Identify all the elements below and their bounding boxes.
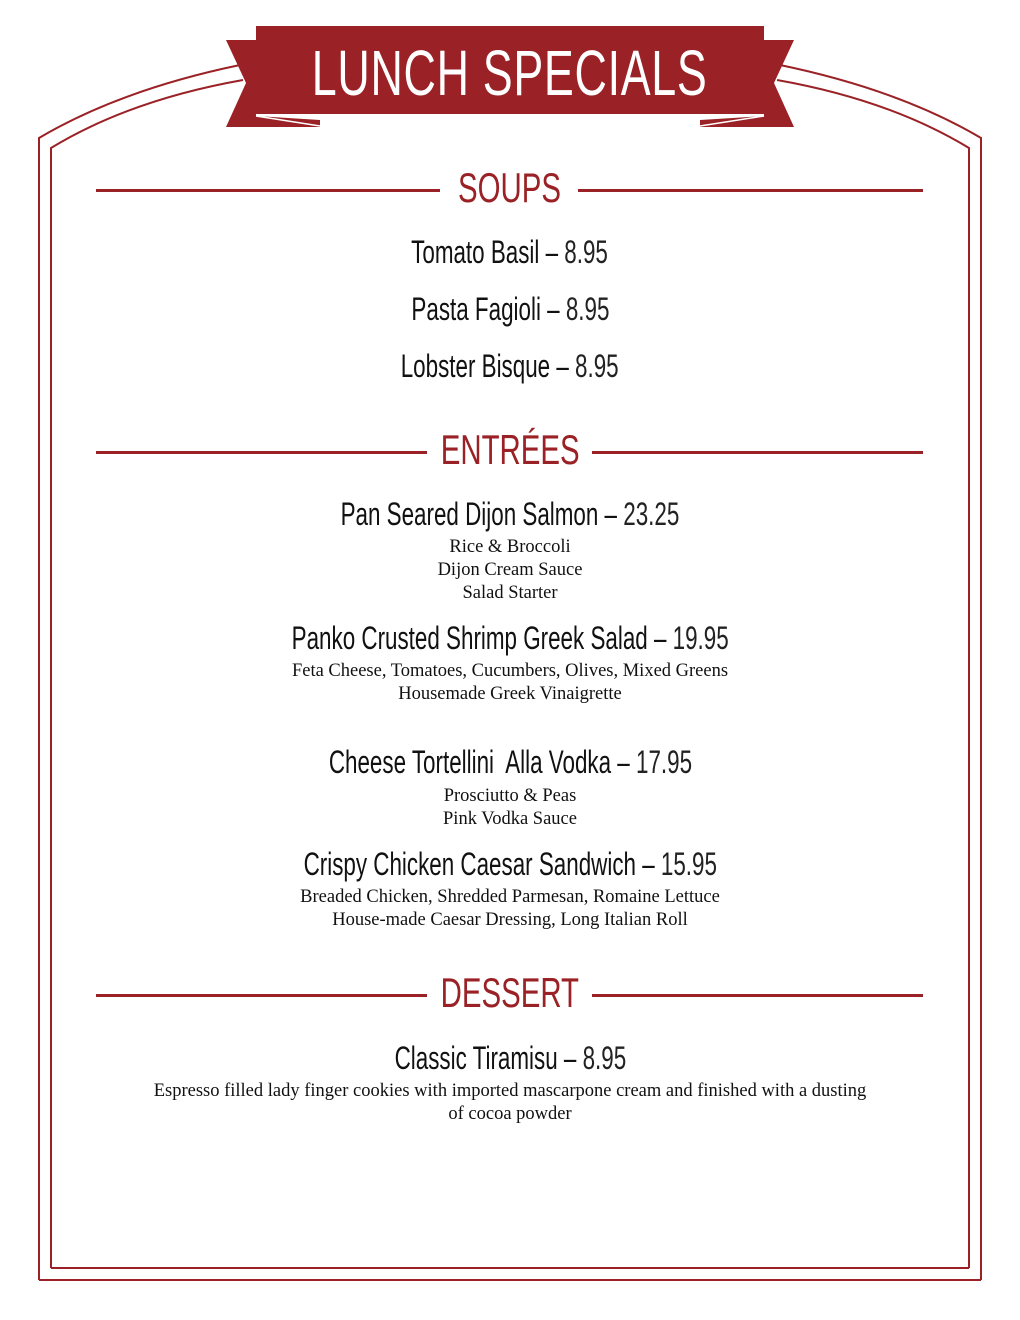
item-name: Pan Seared Dijon Salmon — [340, 496, 599, 532]
menu-item — [0, 744, 1020, 781]
description-line: of cocoa powder — [448, 1104, 572, 1124]
item-description — [0, 536, 1020, 605]
separator: – — [539, 234, 565, 270]
separator: – — [540, 291, 566, 327]
description-line: Salad Starter — [462, 583, 558, 603]
description-line: Dijon Cream Sauce — [437, 560, 583, 580]
menu-item — [0, 496, 1020, 533]
item-description — [0, 660, 1020, 706]
section-heading-entrees: ENTRÉES — [440, 426, 580, 473]
item-name: Panko Crusted Shrimp Greek Salad — [291, 620, 648, 656]
item-description — [0, 886, 1020, 932]
menu-item — [0, 846, 1020, 883]
menu-item — [0, 291, 1020, 328]
section-heading-soups: SOUPS — [458, 164, 562, 211]
item-name: Tomato Basil — [411, 234, 540, 270]
description-line: House-made Caesar Dressing, Long Italian Roll — [332, 910, 688, 930]
section-heading-dessert: DESSERT — [440, 969, 580, 1016]
separator: – — [635, 846, 661, 882]
separator: – — [598, 496, 624, 532]
item-description — [0, 1080, 1020, 1126]
item-price: 8.95 — [582, 1040, 626, 1076]
menu-item — [0, 348, 1020, 385]
banner-title-row — [0, 36, 1020, 110]
item-price: 8.95 — [565, 291, 609, 327]
item-price: 19.95 — [672, 620, 729, 656]
separator: – — [647, 620, 673, 656]
description-line: Espresso filled lady finger cookies with imported mascarpone cream and finished with a dusting — [153, 1081, 867, 1101]
item-price: 15.95 — [660, 846, 717, 882]
item-price: 8.95 — [575, 348, 619, 384]
menu-item — [0, 234, 1020, 271]
item-name: Pasta Fagioli — [411, 291, 541, 327]
description-line: Rice & Broccoli — [449, 537, 571, 557]
description-line: Prosciutto & Peas — [443, 786, 577, 806]
item-description — [0, 785, 1020, 831]
item-name: Cheese Tortellini Alla Vodka — [328, 744, 611, 780]
item-name: Crispy Chicken Caesar Sandwich — [303, 846, 636, 882]
separator: – — [550, 348, 576, 384]
menu-item — [0, 1040, 1020, 1077]
separator: – — [610, 744, 636, 780]
page-title: LUNCH SPECIALS — [312, 37, 708, 109]
item-price: 8.95 — [564, 234, 609, 270]
description-line: Feta Cheese, Tomatoes, Cucumbers, Olives, Mixed Greens — [291, 661, 729, 681]
description-line: Housemade Greek Vinaigrette — [398, 684, 622, 704]
item-price: 17.95 — [635, 744, 692, 780]
separator: – — [557, 1040, 583, 1076]
item-name: Lobster Bisque — [401, 348, 551, 384]
item-name: Classic Tiramisu — [394, 1040, 558, 1076]
menu-item — [0, 620, 1020, 657]
description-line: Pink Vodka Sauce — [443, 809, 577, 829]
item-price: 23.25 — [623, 496, 680, 532]
description-line: Breaded Chicken, Shredded Parmesan, Romaine Lettuce — [300, 887, 720, 907]
